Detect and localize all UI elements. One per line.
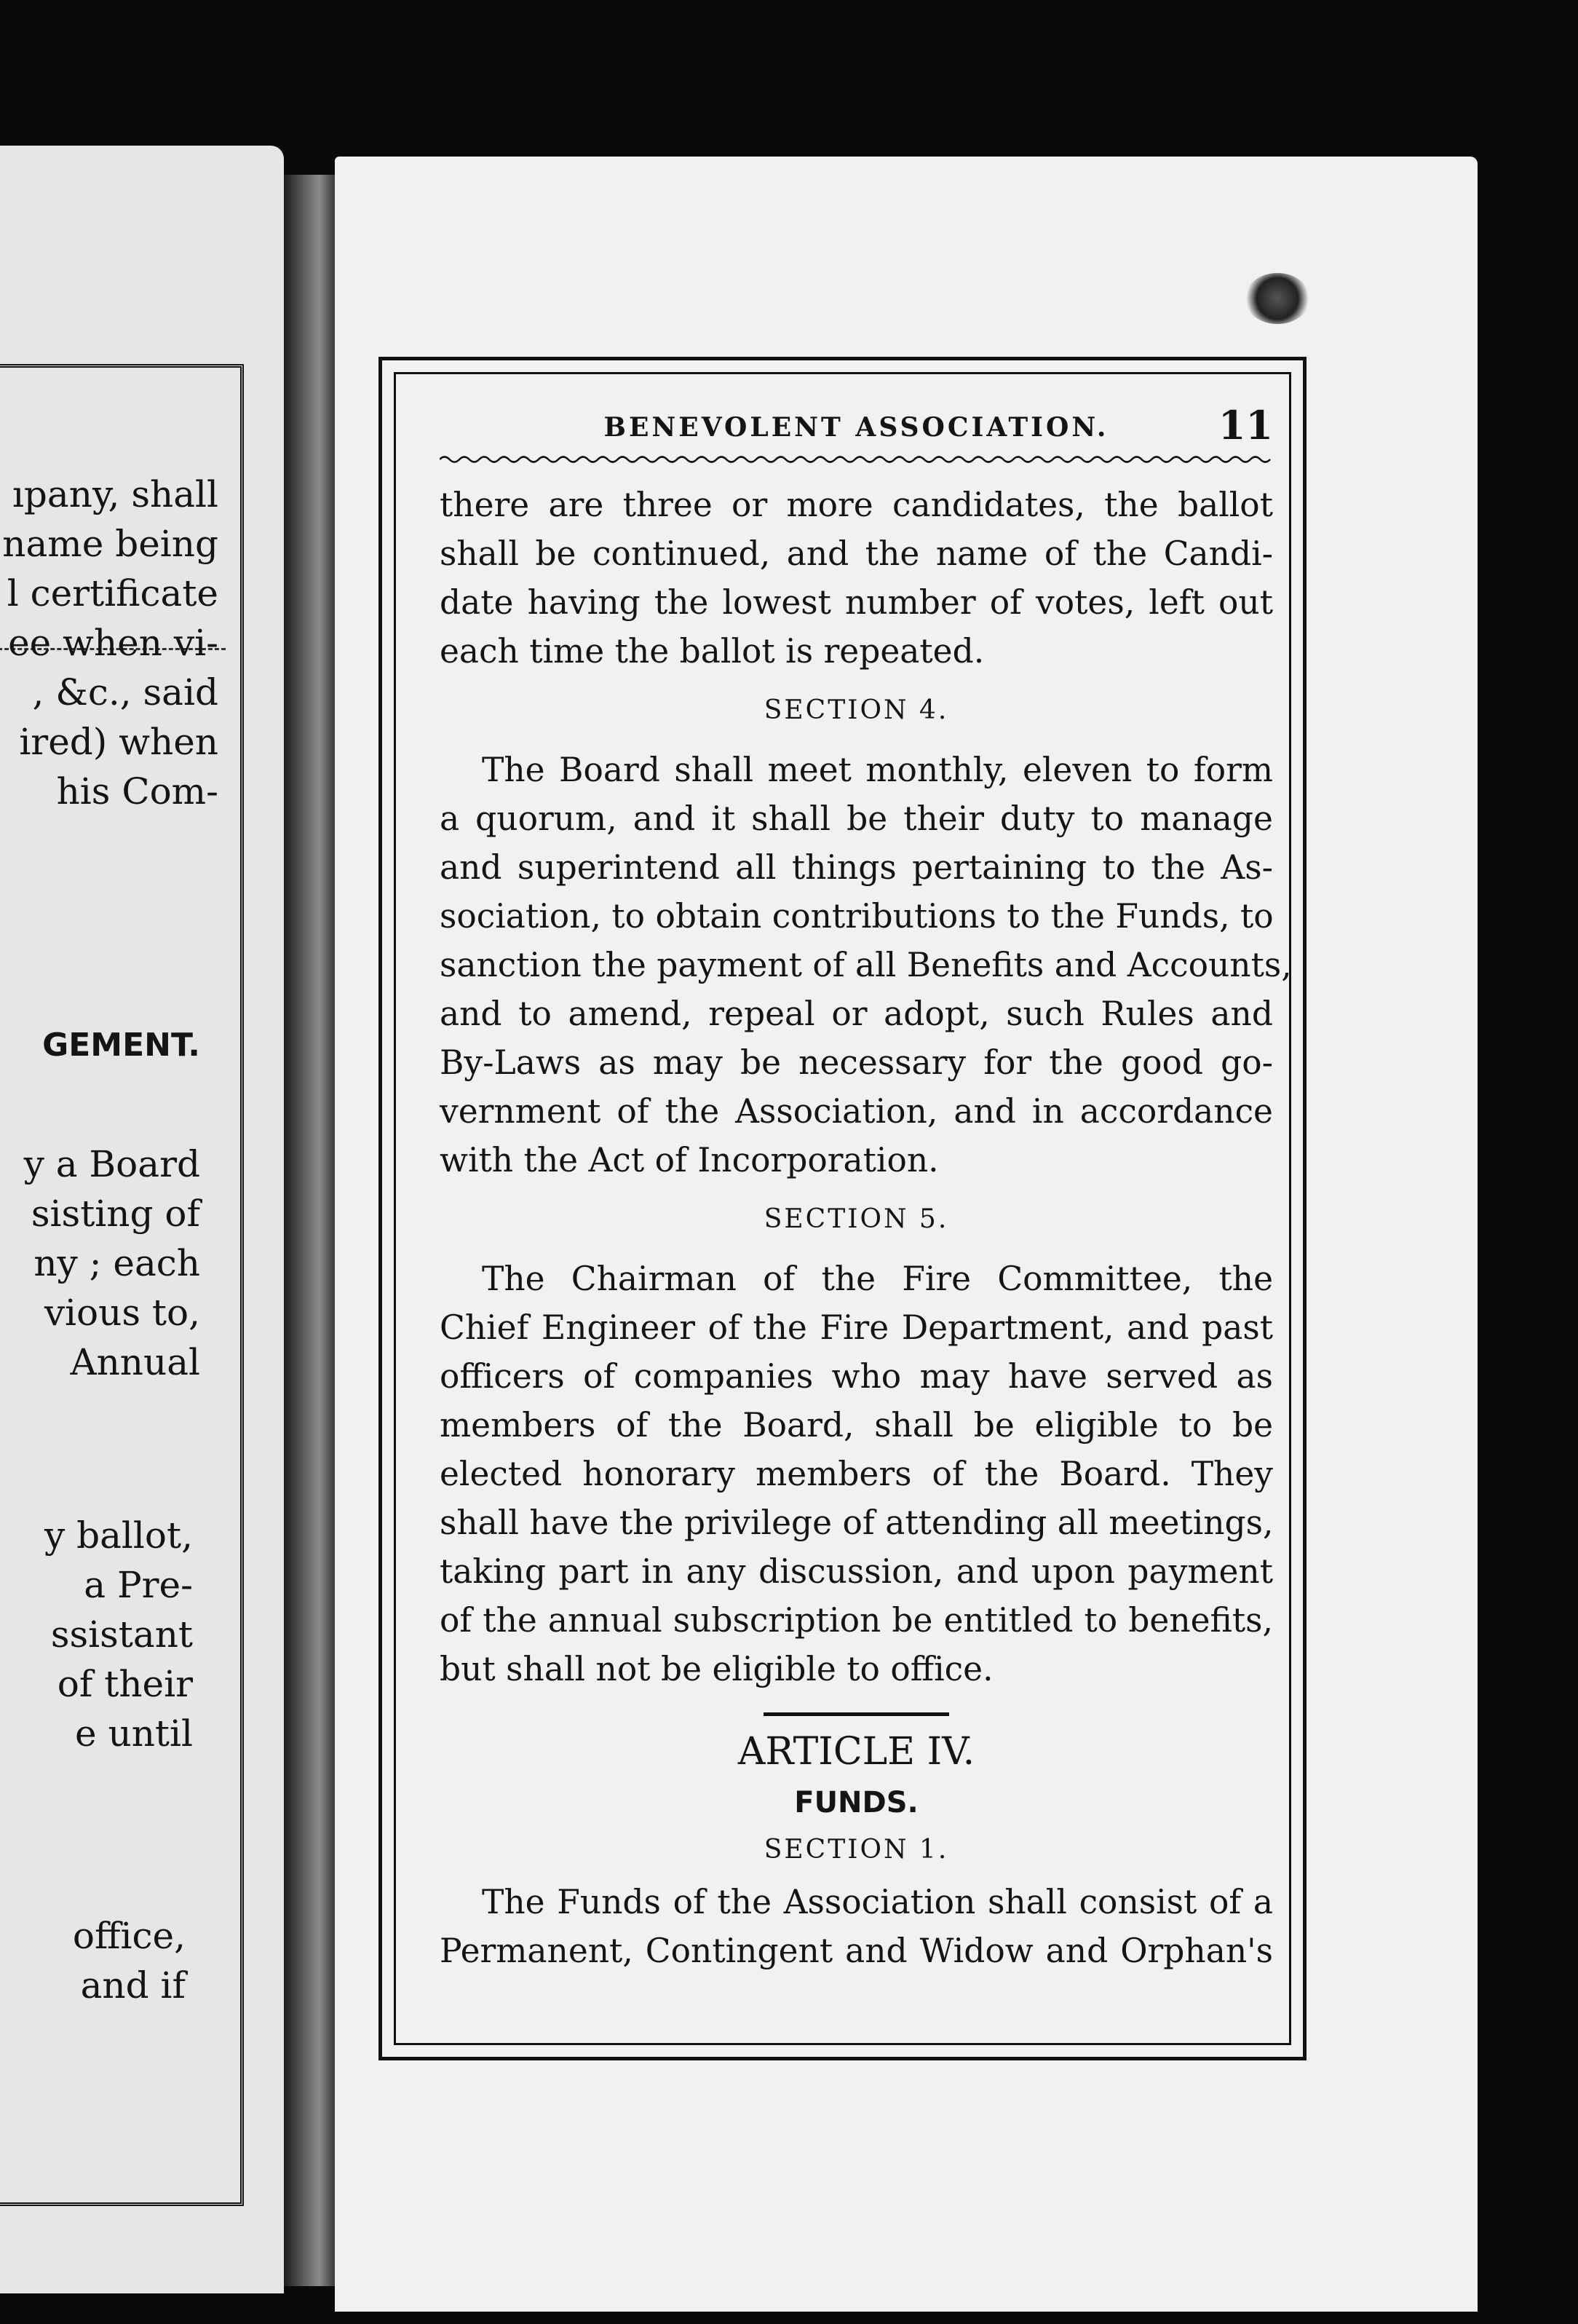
section-4-heading: SECTION 4. [764,695,949,725]
text-line: The Chairman of the Fire Committee, the [482,1260,1273,1298]
text-line: with the Act of Incorporation. [440,1141,939,1179]
previous-page-line: e until [75,1712,193,1755]
previous-page-line: Annual [70,1341,200,1383]
text-line: members of the Board, shall be eligible to be [440,1406,1273,1444]
article-4-section-1-heading: SECTION 1. [764,1835,949,1865]
page-border-outer [378,357,1307,2060]
ink-smudge [1245,273,1310,324]
paragraph-continued [440,481,1273,676]
text-line: By-Laws as may be necessary for the good go- [440,1043,1273,1082]
previous-page-line: and if [80,1964,186,2007]
previous-page-line: sisting of [31,1193,200,1235]
previous-page [0,146,284,2293]
text-line: The Funds of the Association shall consist of a [482,1883,1273,1921]
text-line: The Board shall meet monthly, eleven to form [482,751,1273,789]
text-line: elected honorary members of the Board. They [440,1455,1273,1493]
article-4-heading: ARTICLE IV. [737,1730,975,1774]
text-line: vernment of the Association, and in accordance [440,1092,1273,1131]
text-line: Permanent, Contingent and Widow and Orphan's [440,1932,1273,1970]
text-line: each time the ballot is repeated. [440,632,985,671]
divider-rule [764,1712,949,1716]
previous-page-line: of their [57,1663,193,1705]
previous-page-line: y a Board [23,1143,200,1185]
wavy-rule [440,454,1273,465]
running-title: BENEVOLENT ASSOCIATION. [603,412,1109,443]
text-line: there are three or more candidates, the ballot [440,486,1273,524]
previous-page-line: , &c., said [32,671,218,714]
funds-heading: FUNDS. [794,1786,919,1819]
text-line: Chief Engineer of the Fire Department, and past [440,1308,1273,1347]
section-4-paragraph [440,746,1292,1185]
previous-page-line: a Pre- [84,1564,193,1606]
previous-page-line: ıpany, shall [12,473,218,515]
previous-page-line: name being [2,523,218,565]
text-line: shall be continued, and the name of the Candi- [440,534,1273,573]
page-number: 11 [1218,402,1273,448]
text-line: and to amend, repeal or adopt, such Rules and [440,995,1273,1033]
previous-page-line: office, [72,1915,186,1957]
text-line: sanction the payment of all Benefits and Accounts, [440,946,1292,984]
current-page [335,157,1478,2312]
previous-page-line: ny ; each [33,1242,200,1284]
previous-page-line: ee when vi- [8,622,218,664]
text-line: shall have the privilege of attending all meetings, [440,1503,1274,1542]
text-line: and superintend all things pertaining to the As- [440,848,1273,887]
text-line: but shall not be eligible to office. [440,1650,994,1688]
text-line: a quorum, and it shall be their duty to manage [440,799,1273,838]
previous-page-line: ired) when [19,721,218,763]
previous-page-line: his Com- [56,770,218,813]
book-spine [284,175,335,2286]
article-4-section-1-paragraph [440,1878,1273,1975]
previous-page-heading: GEMENT. [42,1027,200,1064]
text-line: taking part in any discussion, and upon payment [440,1552,1273,1591]
text-line: sociation, to obtain contributions to the Funds, to [440,897,1274,936]
text-line: date having the lowest number of votes, left out [440,583,1273,622]
page-border-inner [394,372,1291,2045]
previous-page-line: y ballot, [44,1514,193,1557]
previous-page-line: l certificate [7,572,218,614]
text-line: of the annual subscription be entitled to benefits, [440,1601,1273,1640]
section-5-heading: SECTION 5. [764,1204,949,1234]
text-line: officers of companies who may have served as [440,1357,1273,1396]
previous-page-line: vious to, [44,1292,200,1334]
running-head [440,396,1273,454]
section-5-paragraph [440,1254,1273,1693]
previous-page-line: ssistant [50,1613,193,1656]
page-content [440,389,1292,2028]
